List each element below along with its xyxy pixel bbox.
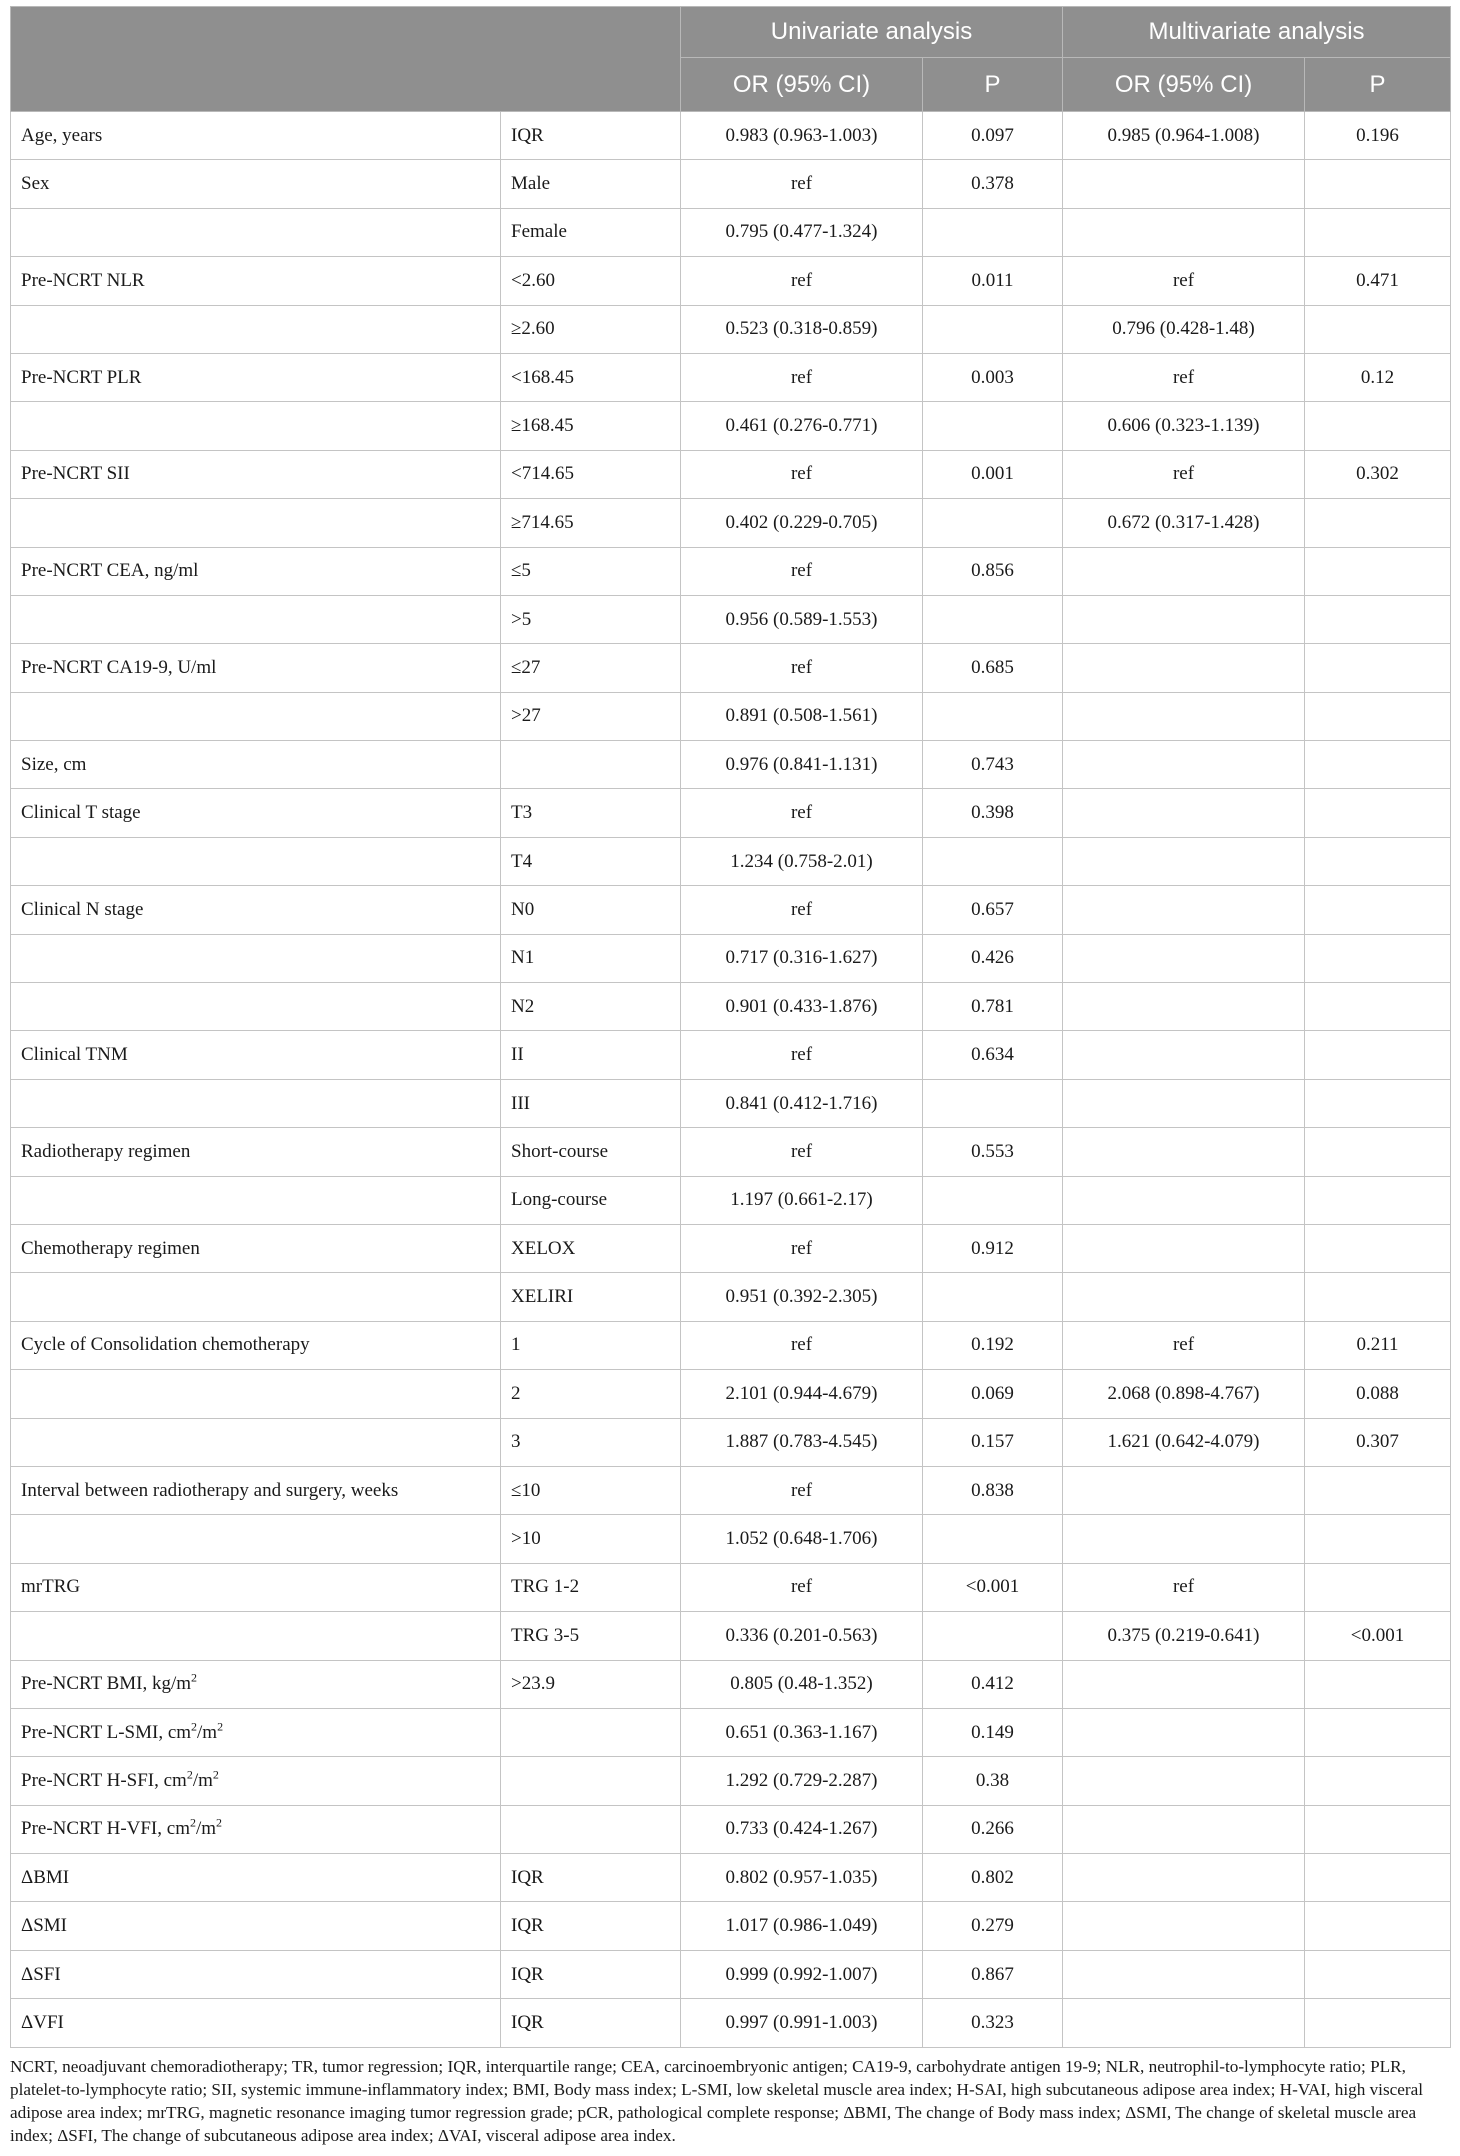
category-cell: ≤5 [501,547,681,595]
category-cell: T3 [501,789,681,837]
uni-or-cell: 1.887 (0.783-4.545) [681,1418,923,1466]
table-row [11,1902,1451,1950]
multi-p-cell [1305,1757,1451,1805]
uni-p-cell: 0.001 [923,450,1063,498]
table-row [11,1466,1451,1514]
table-row [11,1515,1451,1563]
category-cell: ≤27 [501,644,681,692]
multi-or-cell: ref [1063,257,1305,305]
category-cell: IQR [501,1902,681,1950]
uni-or-header: OR (95% CI) [681,58,923,112]
uni-p-cell [923,1273,1063,1321]
variable-cell: ΔSMI [11,1902,501,1950]
table-row [11,1708,1451,1756]
category-cell: IQR [501,112,681,160]
variable-cell: Pre-NCRT CA19-9, U/ml [11,644,501,692]
uni-p-cell: 0.149 [923,1708,1063,1756]
multi-or-cell [1063,1854,1305,1902]
multi-p-cell [1305,305,1451,353]
multi-or-cell [1063,1757,1305,1805]
table-row [11,208,1451,256]
category-cell [501,1805,681,1853]
uni-p-cell: 0.38 [923,1757,1063,1805]
variable-cell: Age, years [11,112,501,160]
multi-or-cell [1063,547,1305,595]
uni-p-cell [923,305,1063,353]
multi-or-cell: 0.796 (0.428-1.48) [1063,305,1305,353]
variable-cell: Pre-NCRT CEA, ng/ml [11,547,501,595]
table-row [11,1950,1451,1998]
multi-p-cell [1305,886,1451,934]
multi-or-cell: 0.672 (0.317-1.428) [1063,499,1305,547]
uni-p-cell: 0.279 [923,1902,1063,1950]
variable-cell: Pre-NCRT H-VFI, $cm^2/m^2$ [11,1805,501,1853]
uni-p-cell: 0.781 [923,983,1063,1031]
uni-p-cell: 0.743 [923,741,1063,789]
uni-or-cell: 0.523 (0.318-0.859) [681,305,923,353]
multi-or-cell [1063,1708,1305,1756]
uni-or-cell: ref [681,644,923,692]
uni-or-cell: ref [681,886,923,934]
variable-cell [11,208,501,256]
table-row [11,1805,1451,1853]
uni-or-cell: ref [681,160,923,208]
category-cell: Long-course [501,1176,681,1224]
multi-p-cell: <0.001 [1305,1612,1451,1660]
table-row [11,644,1451,692]
multi-p-header: P [1305,58,1451,112]
variable-cell: Pre-NCRT PLR [11,353,501,401]
multi-p-cell [1305,1515,1451,1563]
uni-p-cell: 0.553 [923,1128,1063,1176]
variable-cell: mrTRG [11,1563,501,1611]
uni-p-cell [923,692,1063,740]
variable-cell [11,1273,501,1321]
table-row [11,934,1451,982]
uni-p-cell [923,1079,1063,1127]
table-body [11,112,1451,2048]
uni-p-cell: 0.097 [923,112,1063,160]
multi-or-cell [1063,644,1305,692]
multi-p-cell: 0.12 [1305,353,1451,401]
multi-p-cell [1305,1563,1451,1611]
table-row [11,789,1451,837]
uni-p-cell: 0.856 [923,547,1063,595]
variable-cell [11,1176,501,1224]
uni-or-cell: 0.336 (0.201-0.563) [681,1612,923,1660]
uni-p-cell: 0.378 [923,160,1063,208]
table-row [11,886,1451,934]
multi-p-cell [1305,1708,1451,1756]
category-cell: >27 [501,692,681,740]
uni-or-cell: 2.101 (0.944-4.679) [681,1370,923,1418]
multi-p-cell [1305,1031,1451,1079]
multi-p-cell: 0.307 [1305,1418,1451,1466]
uni-p-cell [923,1612,1063,1660]
multi-or-cell [1063,789,1305,837]
category-cell: >23.9 [501,1660,681,1708]
variable-cell [11,1079,501,1127]
uni-or-cell: 1.017 (0.986-1.049) [681,1902,923,1950]
uni-or-cell: 0.795 (0.477-1.324) [681,208,923,256]
uni-or-cell: 0.956 (0.589-1.553) [681,595,923,643]
uni-p-cell: 0.157 [923,1418,1063,1466]
table-row [11,741,1451,789]
category-cell: <2.60 [501,257,681,305]
multi-p-cell [1305,1660,1451,1708]
multi-or-cell [1063,983,1305,1031]
table-row [11,1031,1451,1079]
variable-cell: Radiotherapy regimen [11,1128,501,1176]
multi-p-cell [1305,1079,1451,1127]
table-row [11,1418,1451,1466]
uni-or-cell: ref [681,789,923,837]
multi-or-cell [1063,1515,1305,1563]
uni-or-cell: ref [681,1563,923,1611]
category-cell: ≥168.45 [501,402,681,450]
multi-p-cell [1305,644,1451,692]
uni-or-cell: 0.805 (0.48-1.352) [681,1660,923,1708]
uni-p-cell: 0.003 [923,353,1063,401]
multi-or-cell [1063,1128,1305,1176]
uni-p-cell: 0.802 [923,1854,1063,1902]
uni-p-cell [923,1176,1063,1224]
table-footnote: NCRT, neoadjuvant chemoradiotherapy; TR, tumor regression; IQR, interquartile range; CEA, carcinoembryonic antigen; CA19-9, carbohydrate antigen 19-9; NLR, neutrophil-to-lymphocyte ratio; PLR, platelet-to-lymphocyte ratio; SII, systemic immune-inflammatory index; BMI, Body mass index; L-SMI, low skeletal muscle area index; H-SAI, high subcutaneous adipose area index; H-VAI, high visceral adipose area index; mrTRG, magnetic resonance imaging tumor regression grade; pCR, pathological complete response; ΔBMI, The change of Body mass index; ΔSMI, The change of skeletal muscle area index; ΔSFI, The change of subcutaneous adipose area index; ΔVAI, visceral adipose area index. [10,2056,1424,2145]
table-row [11,1321,1451,1369]
uni-or-cell: 0.802 (0.957-1.035) [681,1854,923,1902]
variable-cell [11,1370,501,1418]
variable-cell: ΔVFI [11,1999,501,2047]
table-row [11,547,1451,595]
uni-p-cell: 0.069 [923,1370,1063,1418]
uni-or-cell: ref [681,257,923,305]
multi-p-cell [1305,983,1451,1031]
multi-or-cell: 0.606 (0.323-1.139) [1063,402,1305,450]
table-row [11,1224,1451,1272]
multi-p-cell [1305,1902,1451,1950]
univariate-header: Univariate analysis [681,7,1063,58]
multi-or-cell [1063,1805,1305,1853]
variable-cell [11,983,501,1031]
uni-or-cell: 1.292 (0.729-2.287) [681,1757,923,1805]
uni-p-cell: 0.011 [923,257,1063,305]
multi-or-cell [1063,1999,1305,2047]
table-row [11,1563,1451,1611]
multi-or-cell: 0.375 (0.219-0.641) [1063,1612,1305,1660]
multi-p-cell: 0.302 [1305,450,1451,498]
uni-p-cell: 0.867 [923,1950,1063,1998]
table-row [11,402,1451,450]
uni-or-cell: 0.976 (0.841-1.131) [681,741,923,789]
category-cell: TRG 3-5 [501,1612,681,1660]
multi-p-cell [1305,402,1451,450]
header-blank [11,7,681,112]
category-cell: II [501,1031,681,1079]
multi-or-cell [1063,208,1305,256]
category-cell: <714.65 [501,450,681,498]
multi-or-cell [1063,741,1305,789]
category-cell: TRG 1-2 [501,1563,681,1611]
uni-or-cell: 0.891 (0.508-1.561) [681,692,923,740]
table-row [11,837,1451,885]
uni-or-cell: 0.841 (0.412-1.716) [681,1079,923,1127]
uni-or-cell: 1.197 (0.661-2.17) [681,1176,923,1224]
multi-p-cell [1305,692,1451,740]
multi-p-cell: 0.088 [1305,1370,1451,1418]
uni-or-cell: 0.651 (0.363-1.167) [681,1708,923,1756]
variable-cell: Pre-NCRT H-SFI, $cm^2/m^2$ [11,1757,501,1805]
uni-or-cell: 0.461 (0.276-0.771) [681,402,923,450]
uni-p-cell [923,1515,1063,1563]
category-cell [501,741,681,789]
uni-or-cell: 0.951 (0.392-2.305) [681,1273,923,1321]
multi-or-cell [1063,160,1305,208]
multi-p-cell [1305,1466,1451,1514]
category-cell: III [501,1079,681,1127]
table-row [11,1128,1451,1176]
table-row [11,1273,1451,1321]
variable-cell: Cycle of Consolidation chemotherapy [11,1321,501,1369]
table-row [11,1999,1451,2047]
uni-or-cell: 1.234 (0.758-2.01) [681,837,923,885]
multi-p-cell [1305,1273,1451,1321]
uni-or-cell: ref [681,1128,923,1176]
table-row [11,1757,1451,1805]
variable-cell: Pre-NCRT SII [11,450,501,498]
uni-p-cell: 0.412 [923,1660,1063,1708]
multi-or-cell [1063,837,1305,885]
category-cell: 2 [501,1370,681,1418]
category-cell: XELOX [501,1224,681,1272]
variable-cell: Pre-NCRT NLR [11,257,501,305]
table-row [11,160,1451,208]
multi-or-header: OR (95% CI) [1063,58,1305,112]
category-cell: IQR [501,1854,681,1902]
category-cell: >10 [501,1515,681,1563]
variable-cell [11,1515,501,1563]
multi-or-cell [1063,1466,1305,1514]
uni-p-cell: 0.323 [923,1999,1063,2047]
uni-p-cell: 0.426 [923,934,1063,982]
multi-p-cell [1305,789,1451,837]
uni-p-cell [923,208,1063,256]
category-cell: IQR [501,1999,681,2047]
uni-or-cell: 1.052 (0.648-1.706) [681,1515,923,1563]
multi-or-cell [1063,1176,1305,1224]
multi-p-cell: 0.211 [1305,1321,1451,1369]
variable-cell [11,402,501,450]
multi-p-cell [1305,1224,1451,1272]
uni-or-cell: ref [681,1031,923,1079]
multi-or-cell [1063,1902,1305,1950]
multi-or-cell: ref [1063,1321,1305,1369]
multi-or-cell [1063,595,1305,643]
variable-cell [11,692,501,740]
table-row [11,305,1451,353]
uni-p-cell: <0.001 [923,1563,1063,1611]
variable-cell [11,305,501,353]
uni-or-cell: 0.733 (0.424-1.267) [681,1805,923,1853]
variable-cell: Interval between radiotherapy and surgery, weeks [11,1466,501,1514]
multi-or-cell [1063,1224,1305,1272]
uni-or-cell: 0.901 (0.433-1.876) [681,983,923,1031]
category-cell: ≥2.60 [501,305,681,353]
category-cell: Short-course [501,1128,681,1176]
uni-or-cell: ref [681,547,923,595]
variable-cell: ΔSFI [11,1950,501,1998]
uni-or-cell: ref [681,1466,923,1514]
multi-p-cell [1305,547,1451,595]
variable-cell: Clinical N stage [11,886,501,934]
variable-cell: Clinical T stage [11,789,501,837]
multi-p-cell [1305,595,1451,643]
multi-or-cell [1063,886,1305,934]
category-cell: Male [501,160,681,208]
uni-p-header: P [923,58,1063,112]
multi-p-cell [1305,741,1451,789]
uni-p-cell [923,837,1063,885]
category-cell: ≥714.65 [501,499,681,547]
multi-or-cell [1063,692,1305,740]
table-header [11,7,1451,112]
category-cell: IQR [501,1950,681,1998]
uni-or-cell: 0.999 (0.992-1.007) [681,1950,923,1998]
category-cell: >5 [501,595,681,643]
uni-p-cell: 0.398 [923,789,1063,837]
uni-p-cell: 0.657 [923,886,1063,934]
uni-p-cell: 0.266 [923,1805,1063,1853]
category-cell: ≤10 [501,1466,681,1514]
variable-cell: Pre-NCRT BMI, $kg/m^2$ [11,1660,501,1708]
variable-cell: Chemotherapy regimen [11,1224,501,1272]
multi-or-cell [1063,1031,1305,1079]
multi-p-cell [1305,208,1451,256]
multi-or-cell: ref [1063,353,1305,401]
uni-p-cell [923,499,1063,547]
multi-p-cell [1305,160,1451,208]
uni-p-cell: 0.912 [923,1224,1063,1272]
category-cell: Female [501,208,681,256]
uni-or-cell: 0.997 (0.991-1.003) [681,1999,923,2047]
category-cell: T4 [501,837,681,885]
regression-table [10,6,1451,2048]
uni-or-cell: 0.717 (0.316-1.627) [681,934,923,982]
table-row [11,1176,1451,1224]
multi-p-cell: 0.196 [1305,112,1451,160]
multi-or-cell: ref [1063,450,1305,498]
table-row [11,353,1451,401]
category-cell [501,1757,681,1805]
variable-cell [11,837,501,885]
multi-p-cell [1305,1999,1451,2047]
table-row [11,1079,1451,1127]
multi-or-cell [1063,1660,1305,1708]
table-row [11,595,1451,643]
uni-or-cell: 0.983 (0.963-1.003) [681,112,923,160]
uni-p-cell: 0.192 [923,1321,1063,1369]
table-row [11,983,1451,1031]
uni-p-cell [923,595,1063,643]
multivariate-header: Multivariate analysis [1063,7,1451,58]
multi-or-cell [1063,1950,1305,1998]
multi-or-cell [1063,1273,1305,1321]
uni-or-cell: ref [681,450,923,498]
multi-p-cell [1305,934,1451,982]
multi-or-cell [1063,934,1305,982]
table-row [11,499,1451,547]
category-cell: N2 [501,983,681,1031]
category-cell: <168.45 [501,353,681,401]
category-cell: N1 [501,934,681,982]
table-row [11,692,1451,740]
multi-or-cell: 2.068 (0.898-4.767) [1063,1370,1305,1418]
category-cell: XELIRI [501,1273,681,1321]
multi-p-cell [1305,1950,1451,1998]
variable-cell: Pre-NCRT L-SMI, $cm^2/m^2$ [11,1708,501,1756]
uni-or-cell: ref [681,353,923,401]
multi-p-cell [1305,1128,1451,1176]
uni-or-cell: ref [681,1321,923,1369]
multi-p-cell [1305,499,1451,547]
uni-p-cell: 0.634 [923,1031,1063,1079]
variable-cell: ΔBMI [11,1854,501,1902]
uni-or-cell: ref [681,1224,923,1272]
variable-cell [11,499,501,547]
category-cell: 3 [501,1418,681,1466]
table-row [11,257,1451,305]
multi-or-cell: ref [1063,1563,1305,1611]
table-container [10,6,1450,2147]
category-cell: 1 [501,1321,681,1369]
variable-cell: Sex [11,160,501,208]
multi-or-cell: 1.621 (0.642-4.079) [1063,1418,1305,1466]
multi-p-cell [1305,837,1451,885]
table-row [11,1854,1451,1902]
category-cell: N0 [501,886,681,934]
multi-p-cell [1305,1176,1451,1224]
category-cell [501,1708,681,1756]
multi-or-cell [1063,1079,1305,1127]
variable-cell: Size, cm [11,741,501,789]
table-row [11,1370,1451,1418]
variable-cell [11,595,501,643]
table-row [11,1612,1451,1660]
multi-p-cell [1305,1854,1451,1902]
multi-p-cell [1305,1805,1451,1853]
table-row [11,450,1451,498]
table-row [11,1660,1451,1708]
uni-p-cell [923,402,1063,450]
uni-or-cell: 0.402 (0.229-0.705) [681,499,923,547]
variable-cell [11,934,501,982]
uni-p-cell: 0.685 [923,644,1063,692]
variable-cell [11,1612,501,1660]
variable-cell: Clinical TNM [11,1031,501,1079]
multi-p-cell: 0.471 [1305,257,1451,305]
uni-p-cell: 0.838 [923,1466,1063,1514]
table-row [11,112,1451,160]
multi-or-cell: 0.985 (0.964-1.008) [1063,112,1305,160]
variable-cell [11,1418,501,1466]
